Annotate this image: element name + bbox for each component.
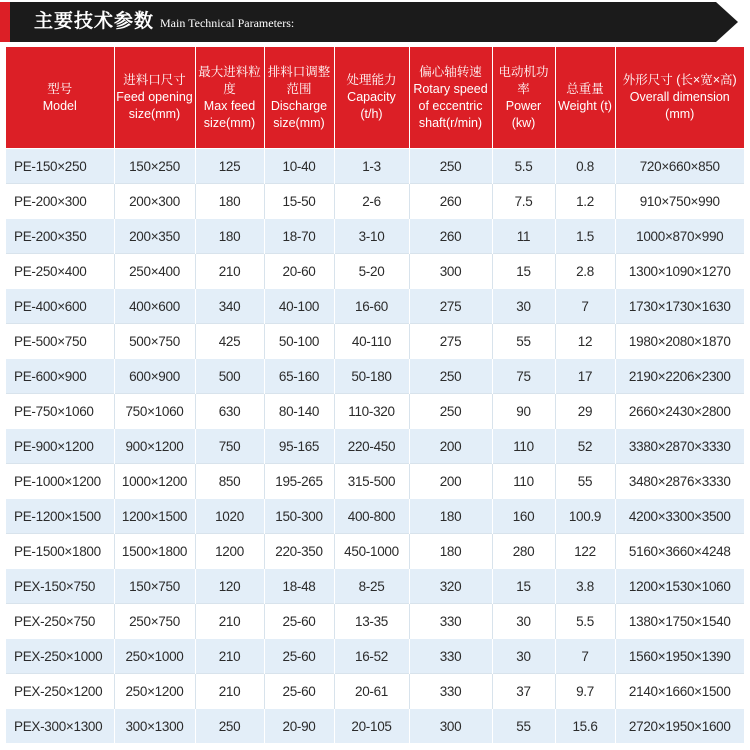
cell-model: PE-200×350 xyxy=(6,219,114,254)
table-row xyxy=(6,639,744,674)
cell-capacity: 16-60 xyxy=(334,289,409,324)
cell-discharge: 65-160 xyxy=(264,359,334,394)
cell-feed-opening: 1200×1500 xyxy=(114,499,195,534)
cell-model: PE-750×1060 xyxy=(6,394,114,429)
cell-rotary-speed: 200 xyxy=(409,464,492,499)
cell-capacity: 315-500 xyxy=(334,464,409,499)
cell-weight: 0.8 xyxy=(555,149,615,184)
header-weight: 总重量 Weight (t) xyxy=(555,47,615,149)
cell-weight: 3.8 xyxy=(555,569,615,604)
cell-max-feed: 120 xyxy=(195,569,264,604)
cell-capacity: 20-105 xyxy=(334,709,409,744)
cell-model: PEX-300×1300 xyxy=(6,709,114,744)
cell-power: 75 xyxy=(492,359,555,394)
cell-weight: 52 xyxy=(555,429,615,464)
cell-discharge: 220-350 xyxy=(264,534,334,569)
cell-discharge: 150-300 xyxy=(264,499,334,534)
cell-capacity: 400-800 xyxy=(334,499,409,534)
cell-feed-opening: 250×750 xyxy=(114,604,195,639)
cell-weight: 55 xyxy=(555,464,615,499)
cell-dimension: 720×660×850 xyxy=(615,149,744,184)
cell-capacity: 20-61 xyxy=(334,674,409,709)
cell-model: PE-150×250 xyxy=(6,149,114,184)
cell-dimension: 2140×1660×1500 xyxy=(615,674,744,709)
cell-rotary-speed: 330 xyxy=(409,604,492,639)
header-capacity: 处理能力 Capacity (t/h) xyxy=(334,47,409,149)
header-model: 型号 Model xyxy=(6,47,114,149)
cell-feed-opening: 250×400 xyxy=(114,254,195,289)
cell-feed-opening: 500×750 xyxy=(114,324,195,359)
cell-dimension: 910×750×990 xyxy=(615,184,744,219)
cell-rotary-speed: 260 xyxy=(409,219,492,254)
cell-weight: 29 xyxy=(555,394,615,429)
cell-model: PE-900×1200 xyxy=(6,429,114,464)
cell-max-feed: 210 xyxy=(195,604,264,639)
cell-feed-opening: 1000×1200 xyxy=(114,464,195,499)
page-title xyxy=(34,9,294,35)
cell-capacity: 5-20 xyxy=(334,254,409,289)
cell-model: PE-200×300 xyxy=(6,184,114,219)
table-row xyxy=(6,569,744,604)
cell-dimension: 1980×2080×1870 xyxy=(615,324,744,359)
cell-dimension: 1200×1530×1060 xyxy=(615,569,744,604)
cell-power: 30 xyxy=(492,639,555,674)
cell-max-feed: 180 xyxy=(195,219,264,254)
cell-weight: 100.9 xyxy=(555,499,615,534)
cell-power: 280 xyxy=(492,534,555,569)
cell-power: 90 xyxy=(492,394,555,429)
cell-max-feed: 180 xyxy=(195,184,264,219)
header-power: 电动机功率 Power (kw) xyxy=(492,47,555,149)
cell-feed-opening: 400×600 xyxy=(114,289,195,324)
cell-rotary-speed: 250 xyxy=(409,359,492,394)
cell-rotary-speed: 275 xyxy=(409,324,492,359)
cell-rotary-speed: 180 xyxy=(409,534,492,569)
table-row xyxy=(6,429,744,464)
table-row xyxy=(6,394,744,429)
technical-parameters-table xyxy=(6,47,744,743)
cell-capacity: 3-10 xyxy=(334,219,409,254)
table-row xyxy=(6,324,744,359)
table-row xyxy=(6,184,744,219)
cell-capacity: 13-35 xyxy=(334,604,409,639)
cell-dimension: 3380×2870×3330 xyxy=(615,429,744,464)
table-row xyxy=(6,219,744,254)
header-rotary-speed: 偏心轴转速 Rotary speed of eccentric shaft(r/min) xyxy=(409,47,492,149)
cell-weight: 1.2 xyxy=(555,184,615,219)
cell-feed-opening: 1500×1800 xyxy=(114,534,195,569)
cell-feed-opening: 750×1060 xyxy=(114,394,195,429)
cell-model: PEX-250×1000 xyxy=(6,639,114,674)
cell-model: PE-1500×1800 xyxy=(6,534,114,569)
cell-max-feed: 850 xyxy=(195,464,264,499)
table-row xyxy=(6,149,744,184)
cell-discharge: 50-100 xyxy=(264,324,334,359)
cell-max-feed: 1020 xyxy=(195,499,264,534)
cell-max-feed: 250 xyxy=(195,709,264,744)
cell-rotary-speed: 250 xyxy=(409,149,492,184)
cell-max-feed: 340 xyxy=(195,289,264,324)
cell-max-feed: 210 xyxy=(195,639,264,674)
cell-feed-opening: 200×300 xyxy=(114,184,195,219)
cell-rotary-speed: 180 xyxy=(409,499,492,534)
cell-rotary-speed: 250 xyxy=(409,394,492,429)
cell-discharge: 25-60 xyxy=(264,674,334,709)
cell-power: 7.5 xyxy=(492,184,555,219)
cell-dimension: 1560×1950×1390 xyxy=(615,639,744,674)
cell-dimension: 2720×1950×1600 xyxy=(615,709,744,744)
cell-discharge: 25-60 xyxy=(264,639,334,674)
cell-discharge: 10-40 xyxy=(264,149,334,184)
cell-power: 11 xyxy=(492,219,555,254)
cell-max-feed: 210 xyxy=(195,254,264,289)
cell-rotary-speed: 330 xyxy=(409,639,492,674)
header-max-feed: 最大进料粒度 Max feed size(mm) xyxy=(195,47,264,149)
cell-model: PEX-150×750 xyxy=(6,569,114,604)
table-header-row xyxy=(6,47,744,149)
cell-model: PE-1000×1200 xyxy=(6,464,114,499)
cell-model: PEX-250×1200 xyxy=(6,674,114,709)
cell-capacity: 40-110 xyxy=(334,324,409,359)
table-row xyxy=(6,359,744,394)
cell-dimension: 3480×2876×3330 xyxy=(615,464,744,499)
cell-capacity: 2-6 xyxy=(334,184,409,219)
cell-discharge: 18-70 xyxy=(264,219,334,254)
cell-model: PE-400×600 xyxy=(6,289,114,324)
table-row xyxy=(6,674,744,709)
cell-weight: 2.8 xyxy=(555,254,615,289)
cell-power: 37 xyxy=(492,674,555,709)
table-row xyxy=(6,464,744,499)
cell-discharge: 195-265 xyxy=(264,464,334,499)
cell-power: 160 xyxy=(492,499,555,534)
cell-power: 15 xyxy=(492,569,555,604)
cell-discharge: 18-48 xyxy=(264,569,334,604)
table-row xyxy=(6,604,744,639)
cell-power: 110 xyxy=(492,464,555,499)
cell-power: 110 xyxy=(492,429,555,464)
cell-weight: 122 xyxy=(555,534,615,569)
table-row xyxy=(6,289,744,324)
cell-feed-opening: 150×250 xyxy=(114,149,195,184)
cell-discharge: 95-165 xyxy=(264,429,334,464)
cell-weight: 9.7 xyxy=(555,674,615,709)
cell-capacity: 16-52 xyxy=(334,639,409,674)
cell-weight: 15.6 xyxy=(555,709,615,744)
cell-power: 15 xyxy=(492,254,555,289)
title-chinese: 主要技术参数 xyxy=(34,11,155,32)
title-english: Main Technical Parameters: xyxy=(160,16,295,30)
cell-dimension: 2190×2206×2300 xyxy=(615,359,744,394)
cell-power: 55 xyxy=(492,709,555,744)
cell-capacity: 1-3 xyxy=(334,149,409,184)
cell-max-feed: 750 xyxy=(195,429,264,464)
table-row xyxy=(6,254,744,289)
cell-model: PE-500×750 xyxy=(6,324,114,359)
cell-dimension: 1380×1750×1540 xyxy=(615,604,744,639)
cell-capacity: 8-25 xyxy=(334,569,409,604)
cell-feed-opening: 150×750 xyxy=(114,569,195,604)
cell-rotary-speed: 260 xyxy=(409,184,492,219)
cell-discharge: 25-60 xyxy=(264,604,334,639)
cell-capacity: 220-450 xyxy=(334,429,409,464)
cell-max-feed: 1200 xyxy=(195,534,264,569)
cell-feed-opening: 900×1200 xyxy=(114,429,195,464)
table-row xyxy=(6,499,744,534)
cell-weight: 5.5 xyxy=(555,604,615,639)
cell-rotary-speed: 330 xyxy=(409,674,492,709)
cell-dimension: 5160×3660×4248 xyxy=(615,534,744,569)
cell-feed-opening: 300×1300 xyxy=(114,709,195,744)
cell-power: 30 xyxy=(492,289,555,324)
cell-model: PE-1200×1500 xyxy=(6,499,114,534)
cell-capacity: 50-180 xyxy=(334,359,409,394)
cell-discharge: 15-50 xyxy=(264,184,334,219)
cell-weight: 7 xyxy=(555,289,615,324)
table-row xyxy=(6,534,744,569)
title-bar xyxy=(0,0,750,44)
cell-discharge: 40-100 xyxy=(264,289,334,324)
cell-capacity: 110-320 xyxy=(334,394,409,429)
cell-rotary-speed: 200 xyxy=(409,429,492,464)
cell-rotary-speed: 320 xyxy=(409,569,492,604)
cell-max-feed: 125 xyxy=(195,149,264,184)
header-discharge: 排料口调整范围 Discharge size(mm) xyxy=(264,47,334,149)
cell-discharge: 20-60 xyxy=(264,254,334,289)
cell-feed-opening: 200×350 xyxy=(114,219,195,254)
cell-model: PE-250×400 xyxy=(6,254,114,289)
cell-feed-opening: 600×900 xyxy=(114,359,195,394)
table-row xyxy=(6,709,744,744)
cell-dimension: 2660×2430×2800 xyxy=(615,394,744,429)
header-feed-opening: 进料口尺寸 Feed opening size(mm) xyxy=(114,47,195,149)
cell-weight: 17 xyxy=(555,359,615,394)
cell-weight: 7 xyxy=(555,639,615,674)
cell-dimension: 1730×1730×1630 xyxy=(615,289,744,324)
cell-model: PE-600×900 xyxy=(6,359,114,394)
cell-discharge: 20-90 xyxy=(264,709,334,744)
cell-dimension: 1300×1090×1270 xyxy=(615,254,744,289)
cell-rotary-speed: 300 xyxy=(409,254,492,289)
cell-power: 30 xyxy=(492,604,555,639)
cell-max-feed: 630 xyxy=(195,394,264,429)
cell-discharge: 80-140 xyxy=(264,394,334,429)
cell-model: PEX-250×750 xyxy=(6,604,114,639)
cell-feed-opening: 250×1200 xyxy=(114,674,195,709)
cell-capacity: 450-1000 xyxy=(334,534,409,569)
cell-power: 55 xyxy=(492,324,555,359)
cell-weight: 1.5 xyxy=(555,219,615,254)
cell-rotary-speed: 300 xyxy=(409,709,492,744)
cell-feed-opening: 250×1000 xyxy=(114,639,195,674)
cell-max-feed: 500 xyxy=(195,359,264,394)
header-dimension: 外形尺寸 (长×宽×高) Overall dimension (mm) xyxy=(615,47,744,149)
cell-weight: 12 xyxy=(555,324,615,359)
table-body xyxy=(6,149,744,744)
cell-power: 5.5 xyxy=(492,149,555,184)
cell-rotary-speed: 275 xyxy=(409,289,492,324)
cell-dimension: 4200×3300×3500 xyxy=(615,499,744,534)
cell-max-feed: 425 xyxy=(195,324,264,359)
cell-max-feed: 210 xyxy=(195,674,264,709)
cell-dimension: 1000×870×990 xyxy=(615,219,744,254)
